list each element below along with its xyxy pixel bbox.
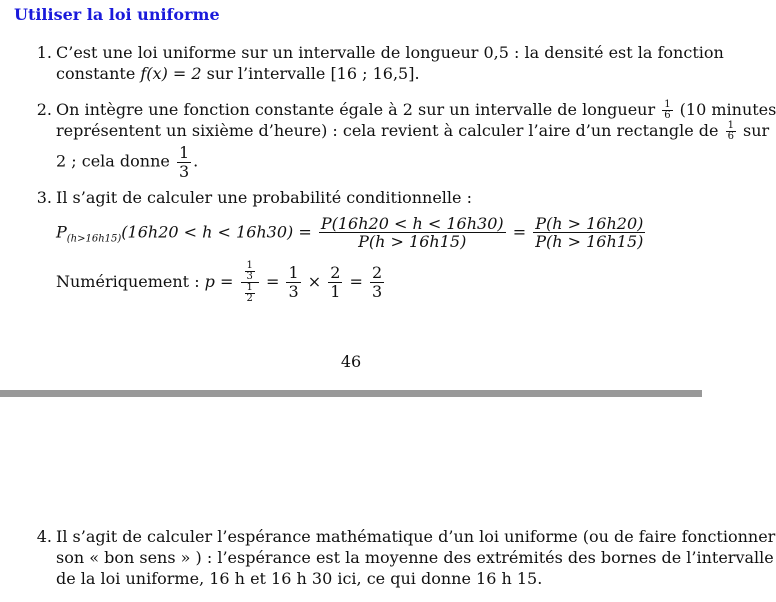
list-item-2 [34, 99, 776, 181]
numeric-equation [56, 261, 684, 304]
text-line [56, 64, 684, 85]
fraction-denominator: P(h > 16h15) [535, 232, 644, 252]
equals-sign: = [265, 271, 280, 291]
list-item-3 [34, 188, 684, 304]
fraction [533, 215, 645, 251]
text-fragment: Numériquement : [56, 271, 205, 291]
fraction [319, 215, 506, 251]
fraction [726, 121, 736, 142]
fraction-numerator: P(16h20 < h < 16h30) [320, 213, 504, 233]
equals-sign: = [349, 271, 363, 291]
fraction [245, 283, 255, 304]
text-line: Il s’agit de calculer une probabilité conditionnelle : [56, 188, 472, 207]
fraction-denominator: 2 [246, 292, 253, 304]
section-title: Utiliser la loi uniforme [14, 5, 220, 24]
fraction-denominator: 3 [246, 270, 253, 282]
text-fragment: constante [56, 63, 141, 83]
equals-sign: = [512, 222, 527, 242]
text-fragment: (10 minutes [674, 100, 776, 119]
fraction-numerator: 1 [727, 120, 734, 131]
text-line [56, 120, 770, 142]
fraction-numerator: 2 [330, 263, 341, 283]
fraction-numerator: 1 [246, 281, 253, 293]
fraction-numerator: 1 [288, 263, 299, 283]
fraction [245, 261, 255, 282]
fraction-denominator: 3 [288, 281, 299, 301]
fraction-numerator: 1 [178, 143, 190, 162]
fraction [286, 264, 300, 300]
text-fragment: . [193, 151, 199, 171]
text-fragment: sur l’intervalle [16 ; 16,5]. [201, 63, 420, 83]
fraction-denominator: 1 [330, 281, 341, 301]
text-fragment: sur [737, 121, 770, 140]
item-number: 4. [36, 527, 52, 546]
item-text [56, 43, 724, 85]
fraction-denominator: 6 [727, 131, 734, 142]
fraction-denominator: 3 [178, 161, 190, 181]
compound-fraction [241, 261, 259, 304]
fraction [328, 264, 342, 300]
item-text [56, 527, 776, 589]
text-fragment: 2 ; cela donne [56, 151, 175, 171]
item-number: 3. [36, 188, 52, 207]
math-subscript: (h>16h15) [66, 233, 122, 245]
item-number: 1. [36, 43, 52, 62]
text-fragment: représentent un sixième d’heure) : cela revient à calculer l’aire d’un rectangle de [56, 121, 724, 140]
fraction [177, 144, 191, 180]
text-line: son « bon sens » ) : l’espérance est la moyenne des extrémités des bornes de l’intervalle [56, 547, 774, 567]
text-line: de la loi uniforme, 16 h et 16 h 30 ici, ce qui donne 16 h 15. [56, 568, 543, 588]
fraction-denominator: P(h > 16h15) [358, 232, 467, 252]
item-text [56, 99, 776, 181]
times-sign: × [307, 271, 322, 291]
page-number: 46 [340, 352, 362, 371]
fraction [370, 264, 384, 300]
fraction-numerator: 1 [664, 99, 671, 110]
fraction-denominator: 3 [372, 281, 383, 301]
math-symbol: P [56, 222, 67, 242]
text-fragment: On intègre une fonction constante égale à 2 sur un intervalle de longueur [56, 100, 661, 119]
fraction-numerator: P(h > 16h20) [535, 213, 644, 233]
list-item-4 [34, 527, 776, 589]
math-expression: p = [204, 271, 234, 291]
fraction-denominator: 6 [664, 110, 671, 121]
fraction-numerator: 2 [372, 263, 383, 283]
math-expression: (16h20 < h < 16h30) = [121, 222, 312, 242]
page-separator [0, 390, 702, 397]
list-item-1 [34, 43, 724, 85]
item-number: 2. [36, 100, 52, 119]
item-text [56, 188, 684, 304]
fraction [662, 100, 672, 121]
math-expression: f(x) = 2 [140, 63, 202, 83]
text-line [56, 144, 684, 180]
fraction-denominator [241, 283, 259, 304]
text-line: Il s’agit de calculer l’espérance mathématique d’un loi uniforme (ou de faire fonctionner [56, 527, 776, 546]
probability-equation [56, 215, 684, 251]
text-line: C’est une loi uniforme sur un intervalle de longueur 0,5 : la densité est la fonction [56, 43, 724, 62]
fraction-numerator [241, 261, 259, 283]
text-line [56, 99, 776, 121]
fraction-numerator: 1 [246, 259, 253, 271]
